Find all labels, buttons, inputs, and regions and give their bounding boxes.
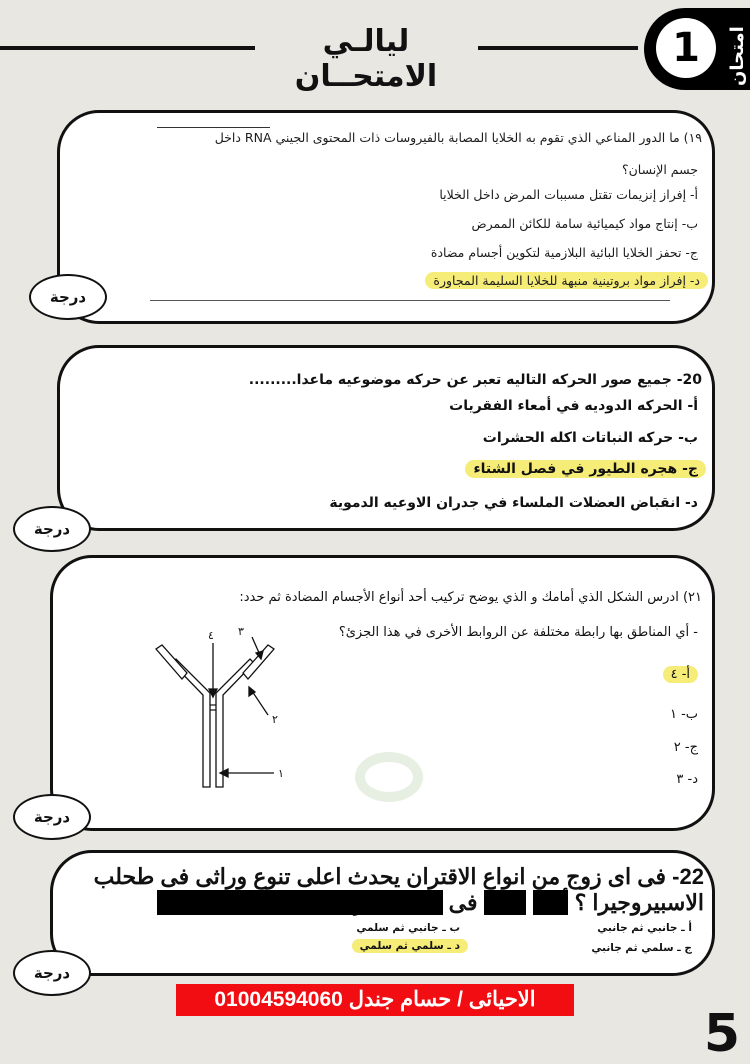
q22-redacted-block	[484, 890, 527, 915]
q22-option-c: ج ـ سلمي ثم جانبي	[591, 942, 692, 954]
q19-option-c: ج- تحفز الخلايا البائية البلازمية لتكوين أجسام مضادة	[430, 245, 698, 260]
header-rule-left	[0, 46, 255, 50]
page-number: 5	[703, 1004, 740, 1064]
grade-oval-19: درجة	[29, 274, 107, 320]
q20-option-a: أ- الحركه الدوديه في أمعاء الفقريات	[449, 398, 698, 414]
q19-stem-line1: ١٩) ما الدور المناعي الذي تقوم به الخلايا المصابة بالفيروسات ذات المحتوى الجيني RNA داخل	[214, 130, 702, 145]
diagram-label-4: ٤	[208, 629, 214, 642]
q21-option-d: د- ٣	[676, 772, 698, 787]
q22-stem-part-d: فى اى مرحلة حدث تلك الخلل ؟	[156, 890, 443, 915]
q19-option-a: أ- إفراز إنزيمات تقتل مسببات المرض داخل الخلايا	[439, 187, 698, 202]
q22-stem-part-a: الاسبيروجيرا ؟	[574, 890, 704, 915]
q21-stem-line2: - أي المناطق بها رابطة مختلفة عن الروابط الأخرى في هذا الجزئ؟	[338, 625, 698, 640]
q19-bottom-line	[150, 300, 670, 301]
q22-option-d-highlight: د ـ سلمي ثم سلمي	[352, 939, 468, 953]
antibody-light-chain-left	[156, 645, 187, 679]
header-rule-right	[478, 46, 638, 50]
q19-option-b: ب- إنتاج مواد كيميائية سامة للكائن الممرض	[471, 216, 698, 231]
exam-badge	[644, 8, 750, 90]
q20-option-b: ب- حركه النباتات اكله الحشرات	[482, 430, 698, 446]
q19-option-d-highlight: د- إفراز مواد بروتينية منبهة للخلايا السليمة المجاورة	[425, 272, 708, 289]
antibody-heavy-chain-left	[172, 659, 210, 787]
diagram-label-1: ١	[278, 767, 284, 780]
q22-option-a: أ ـ جانبي ثم جانبي	[597, 922, 692, 934]
q22-option-b: ب ـ جانبي ثم سلمي	[356, 922, 460, 934]
author-credit: الاحيائى / حسام جندل 01004594060	[176, 984, 574, 1016]
q20-option-c-highlight: ج- هجره الطيور في فصل الشتاء	[465, 460, 706, 478]
q22-option-d	[352, 940, 468, 952]
grade-oval-21: درجة	[13, 794, 91, 840]
page-title: ليالـي الامتحــان	[256, 24, 476, 94]
exam-number: 1	[656, 18, 716, 78]
q21-option-b: ب- ١	[669, 707, 698, 722]
q19-option-d	[425, 273, 708, 288]
q22-stem-part-c: فى	[448, 890, 478, 915]
q19-stem-line2: جسم الإنسان؟	[621, 162, 698, 177]
diagram-label-2: ٢	[272, 713, 278, 726]
q22-stem-part-b: أثناء	[532, 890, 569, 915]
q19-cut-line	[157, 127, 270, 128]
antibody-diagram	[140, 615, 300, 795]
q21-stem-line1: ٢١) ادرس الشكل الذي أمامك و الذي يوضح تركيب أحد أنواع الأجسام المضادة ثم حدد:	[239, 590, 702, 605]
diagram-label-3: ٣	[238, 625, 244, 638]
q22-stem-line2	[157, 890, 704, 916]
q21-option-a-highlight: أ- ٤	[663, 666, 698, 683]
exam-label: امتحان	[727, 26, 748, 86]
q21-option-c: ج- ٢	[673, 740, 698, 755]
q20-stem: 20- جميع صور الحركه التاليه تعبر عن حركه موضوعيه ماعدا.........	[248, 372, 702, 388]
q20-option-c	[465, 461, 706, 477]
q21-option-a	[663, 667, 698, 682]
arrow-2	[252, 691, 268, 715]
grade-oval-20: درجة	[13, 506, 91, 552]
q22-stem-line1: 22- فى اى زوج من انواع الاقتران يحدث اعلى تنوع وراثى فى طحلب	[93, 864, 704, 889]
watermark-logo	[355, 752, 423, 802]
grade-oval-22: درجة	[13, 950, 91, 996]
q20-option-d: د- انقباض العضلات الملساء في جدران الاوعيه الدموية	[329, 495, 698, 511]
